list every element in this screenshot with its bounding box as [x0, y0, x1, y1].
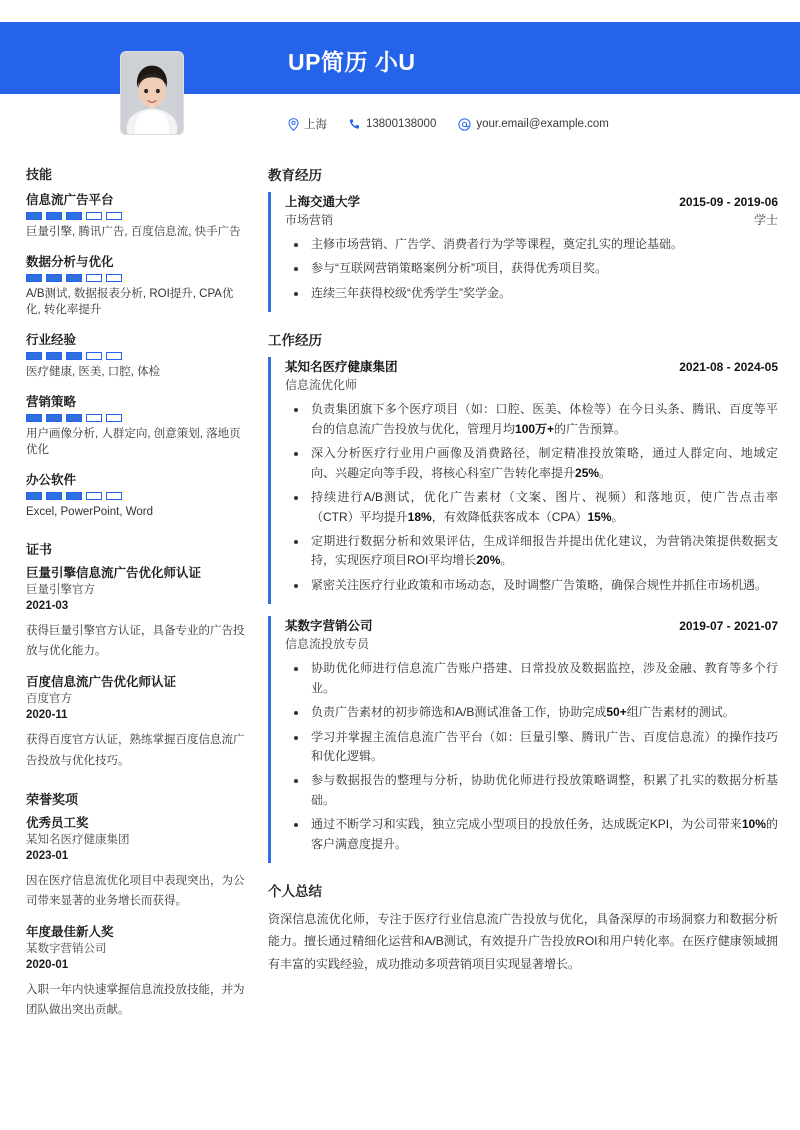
work-entry-header [285, 616, 778, 634]
certificate-date: 2021-03 [26, 599, 69, 612]
education-date-range: 2015-09 - 2019-06 [679, 195, 778, 209]
skill-bar-empty [106, 352, 122, 360]
phone-icon [349, 118, 361, 130]
work-section-title: 工作经历 [268, 333, 322, 349]
bullet-item: 参与数据报告的整理与分析，协助优化师进行投放策略调整，积累了扎实的数据分析基础。 [285, 771, 778, 810]
certificate-date: 2020-11 [26, 709, 68, 722]
certificate-org: 巨量引擎官方 [26, 583, 95, 596]
skill-name: 数据分析与优化 [26, 254, 114, 269]
job-title: 信息流投放专员 [285, 637, 370, 652]
education-entry [268, 192, 778, 312]
skill-items: 巨量引擎, 腾讯广告, 百度信息流, 快手广告 [26, 226, 241, 238]
contact-row [288, 116, 609, 132]
work-bullet-list [285, 400, 778, 595]
bullet-item: 参与“互联网营销策略案例分析”项目，获得优秀项目奖。 [285, 259, 778, 278]
skill-items: Excel, PowerPoint, Word [26, 506, 153, 519]
location-pin-icon [288, 118, 299, 131]
skill-bar-filled [66, 414, 82, 422]
contact-location [288, 116, 327, 132]
work-bullet-list [285, 659, 778, 854]
skill-items: A/B测试, 数据报表分析, ROI提升, CPA优化, 转化率提升 [26, 287, 234, 317]
award-description: 入职一年内快速掌握信息流投放技能，并为团队做出突出贡献。 [26, 984, 245, 1017]
skill-bar-filled [46, 492, 62, 500]
skill-bar-empty [106, 492, 122, 500]
certificates-section-title: 证书 [26, 541, 53, 557]
work-date-range: 2019-07 - 2021-07 [679, 619, 778, 634]
skill-bar-filled [26, 274, 42, 282]
education-list [268, 192, 778, 312]
award-item [26, 815, 246, 911]
bullet-item: 负责集团旗下多个医疗项目（如：口腔、医美、体检等）在今日头条、腾讯、百度等平台的信息流广告投放与优化，管理月均100万+的广告预算。 [285, 400, 778, 439]
skill-bar-filled [26, 212, 42, 220]
certificate-title: 巨量引擎信息流广告优化师认证 [26, 565, 202, 580]
bullet-item: 紧密关注医疗行业政策和市场动态，及时调整广告策略，确保合规性并抓住市场机遇。 [285, 576, 778, 595]
contact-email [458, 118, 608, 131]
bullet-item: 定期进行数据分析和效果评估，生成详细报告并提出优化建议，为营销决策提供数据支持，实现医疗项目ROI平均增长20%。 [285, 532, 778, 571]
awards-list [26, 815, 246, 1021]
contact-phone-value: 13800138000 [366, 118, 437, 130]
education-entry-header [285, 192, 778, 210]
award-date: 2023-01 [26, 849, 69, 862]
skill-bar-empty [86, 274, 102, 282]
award-title: 年度最佳新人奖 [26, 925, 114, 940]
avatar [120, 51, 184, 135]
certificate-org: 百度官方 [26, 693, 72, 706]
job-title: 信息流优化师 [285, 378, 358, 393]
education-section [268, 164, 778, 312]
skill-bar-filled [46, 352, 62, 360]
skill-name: 办公软件 [26, 473, 77, 488]
skill-bar-filled [26, 414, 42, 422]
awards-section-title: 荣誉奖项 [26, 791, 79, 807]
skill-item [26, 392, 246, 459]
skill-name: 信息流广告平台 [26, 193, 114, 207]
skill-bar-empty [86, 414, 102, 422]
skill-items: 医疗健康, 医美, 口腔, 体检 [26, 366, 161, 379]
skill-bar-filled [66, 212, 82, 220]
skill-bar-filled [26, 492, 42, 500]
sidebar [0, 150, 268, 1034]
skill-bar-empty [106, 414, 122, 422]
skill-bar-empty [86, 492, 102, 500]
skill-item [26, 252, 246, 319]
education-section-title: 教育经历 [268, 168, 322, 183]
skill-bar-filled [26, 352, 42, 360]
skill-bar-filled [46, 212, 62, 220]
work-entry-subheader [285, 376, 778, 393]
bullet-item: 主修市场营销、广告学、消费者行为学等课程，奠定扎实的理论基础。 [285, 235, 778, 254]
award-title: 优秀员工奖 [26, 815, 89, 830]
bullet-item: 负责广告素材的初步筛选和A/B测试准备工作，协助完成50+组广告素材的测试。 [285, 703, 778, 722]
bullet-item: 连续三年获得校级“优秀学生”奖学金。 [285, 284, 778, 303]
skill-item [26, 190, 246, 241]
work-entry [268, 357, 778, 604]
certificate-item [26, 565, 246, 661]
skill-item [26, 470, 246, 521]
skill-bar-empty [106, 212, 122, 220]
main-column [268, 150, 800, 992]
skill-bar-filled [66, 274, 82, 282]
skill-item [26, 330, 246, 381]
degree-label: 学士 [753, 213, 778, 227]
bullet-item: 通过不断学习和实践，独立完成小型项目的投放任务，达成既定KPI，为公司带来10%的客户满意度提升。 [285, 815, 778, 854]
skill-bar-filled [66, 492, 82, 500]
bullet-item: 协助优化师进行信息流广告账户搭建、日常投放及数据监控，涉及金融、教育等多个行业。 [285, 659, 778, 698]
contact-email-value: your.email@example.com [476, 118, 609, 130]
award-description: 因在医疗信息流优化项目中表现突出，为公司带来显著的业务增长而获得。 [26, 874, 245, 907]
contact-phone [349, 118, 436, 130]
company-name: 某数字营销公司 [285, 619, 373, 634]
summary-section [268, 880, 778, 975]
skills-list [26, 190, 246, 521]
skill-bar-empty [106, 274, 122, 282]
work-entry [268, 616, 778, 863]
certificate-item [26, 674, 246, 770]
skill-level-meter [26, 352, 246, 360]
skill-name: 行业经验 [26, 333, 77, 348]
award-org: 某知名医疗健康集团 [26, 833, 130, 846]
skill-level-meter [26, 274, 246, 282]
work-list [268, 357, 778, 863]
company-name: 某知名医疗健康集团 [285, 360, 398, 375]
certificate-title: 百度信息流广告优化师认证 [26, 675, 177, 690]
award-org: 某数字营销公司 [26, 942, 107, 955]
work-entry-header [285, 357, 778, 375]
skill-level-meter [26, 414, 246, 422]
skill-items: 用户画像分析, 人群定向, 创意策划, 落地页优化 [26, 427, 241, 457]
resume-body [0, 150, 800, 1034]
skill-bar-filled [46, 274, 62, 282]
skill-level-meter [26, 212, 246, 220]
skill-bar-empty [86, 212, 102, 220]
skill-bar-filled [46, 414, 62, 422]
contact-location-value: 上海 [304, 119, 327, 131]
major-name: 市场营销 [285, 213, 334, 227]
page-title: UP简历 小U [288, 49, 416, 75]
education-entry-subheader [285, 211, 778, 228]
summary-section-title: 个人总结 [268, 884, 322, 900]
education-bullet-list [285, 235, 778, 303]
skill-level-meter [26, 492, 246, 500]
skills-section-title: 技能 [26, 167, 53, 182]
skill-bar-filled [66, 352, 82, 360]
bullet-item: 学习并掌握主流信息流广告平台（如：巨量引擎、腾讯广告、百度信息流）的操作技巧和优化逻辑。 [285, 728, 778, 767]
skill-bar-empty [86, 352, 102, 360]
summary-text: 资深信息流优化师，专注于医疗行业信息流广告投放与优化，具备深厚的市场洞察力和数据分析能力。擅长通过精细化运营和A/B测试，有效提升广告投放ROI和用户转化率。在医疗健康领域拥有丰富的实践经验，成功推动多项营销项目实现显著增长。 [268, 912, 778, 971]
email-at-icon [458, 118, 471, 131]
school-name: 上海交通大学 [285, 195, 361, 209]
work-date-range: 2021-08 - 2024-05 [679, 360, 778, 375]
certificates-list [26, 565, 246, 771]
bullet-item: 深入分析医疗行业用户画像及消费路径，制定精准投放策略，通过人群定向、地域定向、兴趣定向等手段，将核心科室广告转化率提升25%。 [285, 444, 778, 483]
skill-name: 营销策略 [26, 394, 77, 409]
certificate-description: 获得巨量引擎官方认证，具备专业的广告投放与优化能力。 [26, 624, 245, 658]
award-date: 2020-01 [26, 959, 69, 972]
work-section [268, 329, 778, 863]
certificate-description: 获得百度官方认证，熟练掌握百度信息流广告投放与优化技巧。 [26, 734, 245, 767]
bullet-item: 持续进行A/B测试，优化广告素材（文案、图片、视频）和落地页，使广告点击率（CTR）平均提升18%，有效降低获客成本（CPA）15%。 [285, 488, 778, 527]
work-entry-subheader [285, 635, 778, 652]
award-item [26, 924, 246, 1020]
